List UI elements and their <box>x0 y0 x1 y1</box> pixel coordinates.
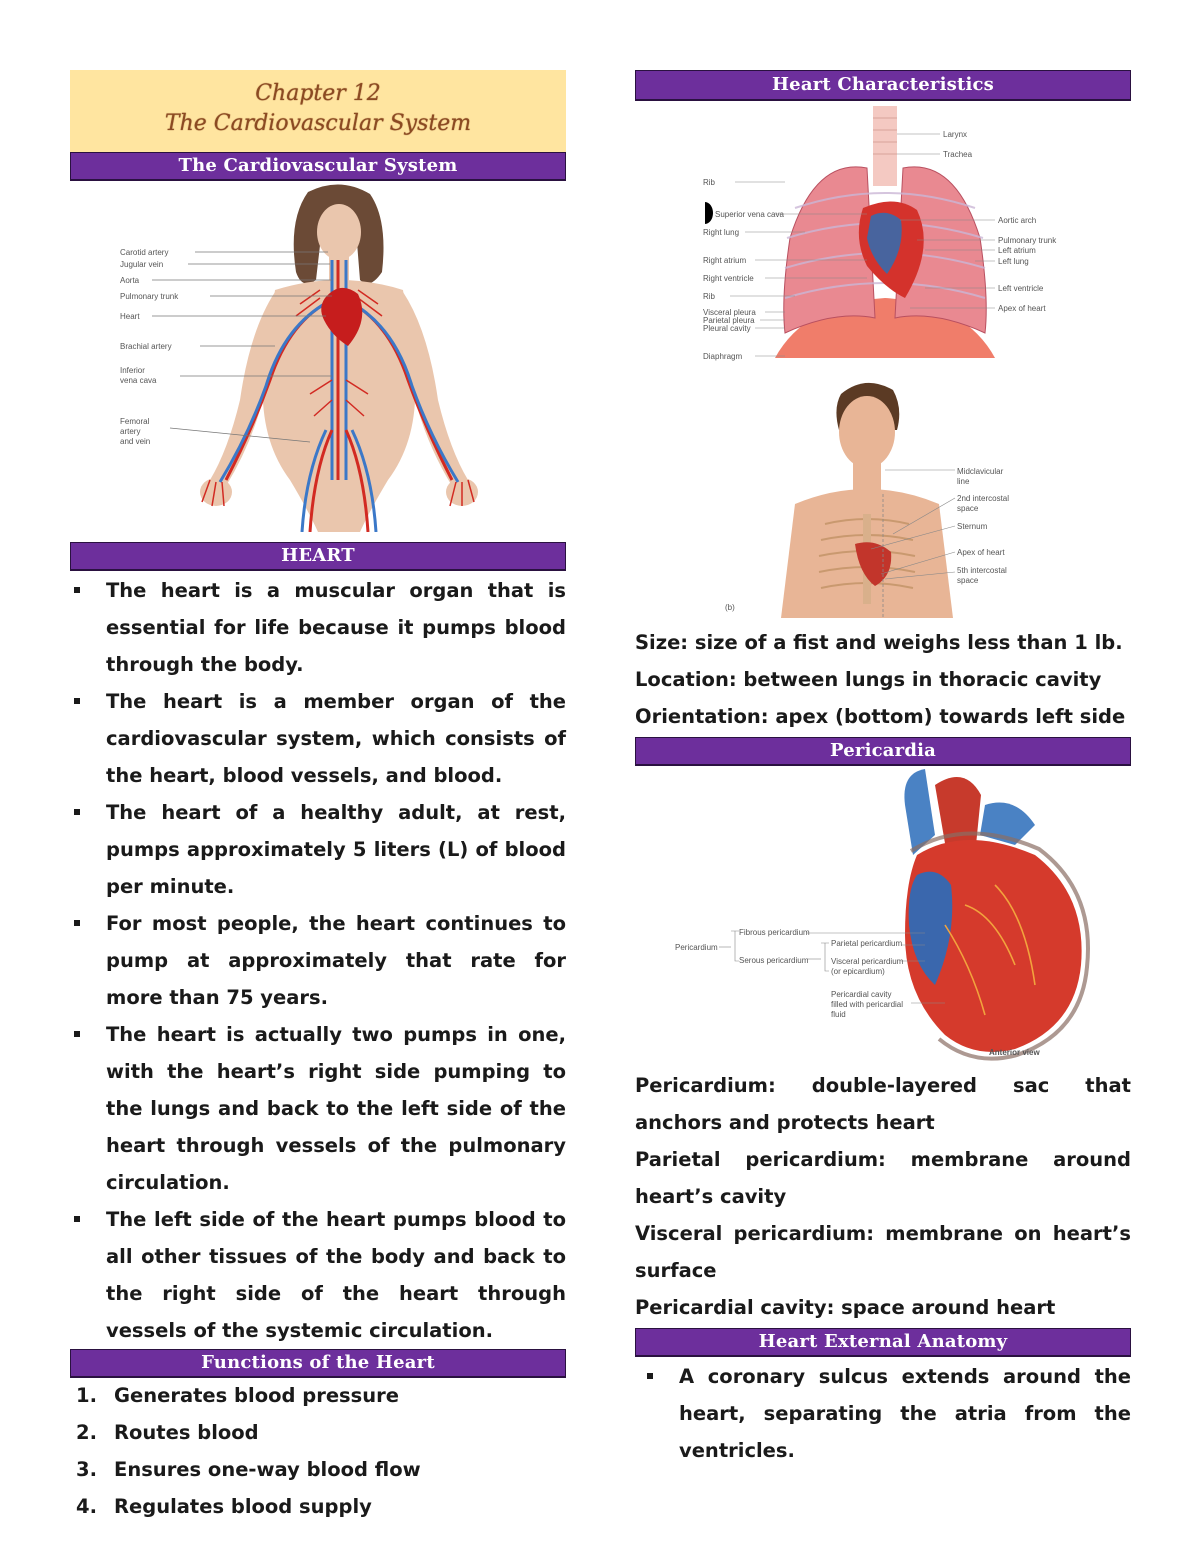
lung-label: Visceral pleura <box>703 308 756 317</box>
section-banner-pericardia: Pericardia <box>635 737 1131 765</box>
lung-label: Right lung <box>703 228 740 237</box>
list-item: 1. Generates blood pressure <box>76 1384 399 1407</box>
torso-label: Sternum <box>957 522 988 531</box>
lung-label: Parietal pleura <box>703 316 755 325</box>
heart-bullet-list <box>70 572 566 1349</box>
visceral-pericardium-definition: Visceral pericardium: membrane on heart’s surface <box>635 1222 1131 1282</box>
torso-label: Apex of heart <box>957 548 1005 557</box>
pericardia-text <box>635 1067 1131 1326</box>
bullet-icon <box>74 1216 80 1222</box>
section-banner-cardiovascular: The Cardiovascular System <box>70 152 566 180</box>
section-banner-external-anatomy: Heart External Anatomy <box>635 1328 1131 1356</box>
body-label: Brachial artery <box>120 342 172 351</box>
lung-label: Right atrium <box>703 256 747 265</box>
pericardia-label: Pericardial cavity <box>831 990 892 999</box>
torso-label: space <box>957 504 979 513</box>
lung-label: Right ventricle <box>703 274 754 283</box>
characteristic-orientation: Orientation: apex (bottom) towards left side <box>635 705 1126 728</box>
body-labels <box>120 248 179 446</box>
lung-label: Diaphragm <box>703 352 743 361</box>
lung-label: Pleural cavity <box>703 324 751 333</box>
body-label: and vein <box>120 437 151 446</box>
list-item: 4. Regulates blood supply <box>76 1495 372 1518</box>
pericardia-label: Fibrous pericardium <box>739 928 810 937</box>
pericardia-label: (or epicardium) <box>831 967 885 976</box>
list-item: For most people, the heart continues to pump at approximately that rate for more than 75 years. <box>70 905 566 1016</box>
cardiovascular-body-figure <box>70 180 566 532</box>
body-label: Jugular vein <box>120 260 164 269</box>
chapter-number: Chapter 12 <box>255 81 381 106</box>
body-label: Pulmonary trunk <box>120 292 179 301</box>
external-anatomy-list <box>635 1358 1131 1469</box>
section-banner-functions: Functions of the Heart <box>70 1349 566 1377</box>
section-banner-characteristics: Heart Characteristics <box>635 70 1131 100</box>
pericardia-label: fluid <box>831 1010 846 1019</box>
right-column <box>635 70 1131 1469</box>
bullet-icon <box>74 1031 80 1037</box>
body-label: Femoral <box>120 417 150 426</box>
lung-label: Apex of heart <box>998 304 1046 313</box>
thoracic-lungs-figure <box>635 98 1131 366</box>
characteristics-text <box>635 624 1131 735</box>
lung-label: Superior vena cava <box>715 210 784 219</box>
lung-label: Rib <box>703 178 716 187</box>
list-item: The heart is a member organ of the cardiovascular system, which consists of the heart, blood vessels, and blood. <box>70 683 566 794</box>
pericardia-label: filled with pericardial <box>831 1000 904 1009</box>
functions-list <box>70 1377 566 1525</box>
chapter-header <box>70 70 566 152</box>
lung-label: Left ventricle <box>998 284 1044 293</box>
pericardial-cavity-definition: Pericardial cavity: space around heart <box>635 1296 1056 1319</box>
pericardia-label: Visceral pericardium <box>831 957 904 966</box>
torso-label: line <box>957 477 970 486</box>
body-label: vena cava <box>120 376 157 385</box>
pericardium-definition: Pericardium: double-layered sac that anchors and protects heart <box>635 1074 1131 1134</box>
lung-label: Pulmonary trunk <box>998 236 1057 245</box>
lung-label: Aortic arch <box>998 216 1037 225</box>
lung-label: Left atrium <box>998 246 1036 255</box>
torso-label: 2nd intercostal <box>957 494 1010 503</box>
bullet-icon <box>74 809 80 815</box>
body-label: Aorta <box>120 276 140 285</box>
body-label: artery <box>120 427 141 436</box>
lung-label: Trachea <box>943 150 973 159</box>
left-column <box>70 70 566 1525</box>
characteristic-size: Size: size of a fist and weighs less than 1 lb. <box>635 631 1123 654</box>
pericardia-label: Serous pericardium <box>739 956 809 965</box>
body-label: Heart <box>120 312 140 321</box>
torso-labels <box>957 467 1009 585</box>
body-label: Carotid artery <box>120 248 169 257</box>
list-item: The heart of a healthy adult, at rest, pumps approximately 5 liters (L) of blood per minute. <box>70 794 566 905</box>
lung-label: Left lung <box>998 257 1029 266</box>
list-item: 3. Ensures one-way blood flow <box>76 1458 421 1481</box>
bullet-icon <box>647 1373 653 1379</box>
list-item: The left side of the heart pumps blood to all other tissues of the body and back to the right side of the heart through vessels of the systemic circulation. <box>70 1201 566 1349</box>
figure-tag: (b) <box>725 603 735 612</box>
bullet-icon <box>74 920 80 926</box>
list-item: The heart is actually two pumps in one, with the heart’s right side pumping to the lungs and back to the left side of the heart through vessels of the pulmonary circulation. <box>70 1016 566 1201</box>
section-banner-heart: HEART <box>70 542 566 570</box>
pericardia-label: Anterior view <box>989 1048 1040 1057</box>
pericardia-label: Parietal pericardium <box>831 939 903 948</box>
lung-labels-left <box>703 178 784 361</box>
bullet-icon <box>74 698 80 704</box>
lung-label: Larynx <box>943 130 968 139</box>
pericardia-figure <box>635 765 1131 1065</box>
torso-label: 5th intercostal <box>957 566 1007 575</box>
list-item: A coronary sulcus extends around the heart, separating the atria from the ventricles. <box>635 1358 1131 1469</box>
list-item: 2. Routes blood <box>76 1421 259 1444</box>
torso-label: Midclavicular <box>957 467 1004 476</box>
characteristic-location: Location: between lungs in thoracic cavity <box>635 668 1102 691</box>
parietal-pericardium-definition: Parietal pericardium: membrane around heart’s cavity <box>635 1148 1131 1208</box>
torso-heart-position-figure <box>635 374 1131 618</box>
bullet-icon <box>74 587 80 593</box>
pericardia-label: Pericardium <box>675 943 718 952</box>
lung-label: Rib <box>703 292 716 301</box>
chapter-title: The Cardiovascular System <box>164 111 472 136</box>
body-label: Inferior <box>120 366 145 375</box>
torso-label: space <box>957 576 979 585</box>
list-item: The heart is a muscular organ that is essential for life because it pumps blood through the body. <box>70 572 566 683</box>
